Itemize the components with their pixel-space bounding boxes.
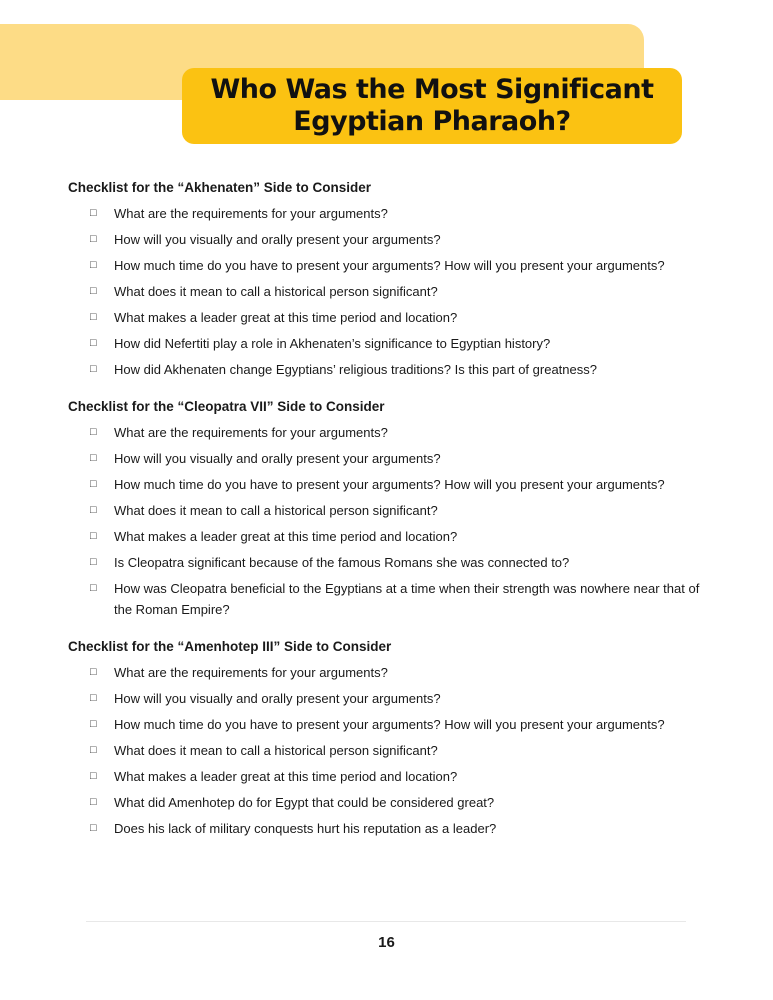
checkbox-icon[interactable]: □: [90, 822, 97, 834]
checkbox-icon[interactable]: □: [90, 692, 97, 704]
checklist-item: [90, 818, 708, 839]
checklist-item: [90, 333, 708, 354]
checklist-item: [90, 500, 708, 521]
checklist-item-text: What are the requirements for your arguments?: [114, 665, 388, 680]
checklist-item: [90, 688, 708, 709]
checkbox-icon[interactable]: □: [90, 207, 97, 219]
checklist-item-text: What makes a leader great at this time period and location?: [114, 529, 458, 544]
checklist-item: [90, 714, 708, 735]
checklist-item: [90, 526, 708, 547]
checklist-item-text: How did Akhenaten change Egyptians’ religious traditions? Is this part of greatness?: [114, 362, 597, 377]
checklist-item-text: What are the requirements for your arguments?: [114, 206, 388, 221]
footer-divider: [86, 921, 686, 922]
checklist-item: [90, 792, 708, 813]
checklist-content: [68, 178, 708, 856]
checkbox-icon[interactable]: □: [90, 363, 97, 375]
checkbox-icon[interactable]: □: [90, 426, 97, 438]
checklist-item-text: What makes a leader great at this time period and location?: [114, 769, 458, 784]
checklist-item: [90, 578, 708, 620]
checklist-item-text: How much time do you have to present your arguments? How will you present your arguments?: [114, 717, 665, 732]
checklist-item: [90, 448, 708, 469]
checklist-item-text: How will you visually and orally present your arguments?: [114, 232, 441, 247]
checkbox-icon[interactable]: □: [90, 770, 97, 782]
checklist-item-text: How much time do you have to present your arguments? How will you present your arguments?: [114, 477, 665, 492]
checkbox-icon[interactable]: □: [90, 285, 97, 297]
section-heading: Checklist for the “Cleopatra VII” Side to Consider: [68, 399, 385, 414]
checklist-item-text: How much time do you have to present your arguments? How will you present your arguments?: [114, 258, 665, 273]
page-title-line-1: Who Was the Most Significant: [210, 74, 654, 105]
checklist-item-text: Is Cleopatra significant because of the famous Romans she was connected to?: [114, 555, 570, 570]
checklist-item-text: What does it mean to call a historical person significant?: [114, 503, 438, 518]
page-number: 16: [378, 934, 395, 951]
checkbox-icon[interactable]: □: [90, 582, 97, 594]
checkbox-icon[interactable]: □: [90, 259, 97, 271]
checkbox-icon[interactable]: □: [90, 556, 97, 568]
checklist-item: [90, 474, 708, 495]
checkbox-icon[interactable]: □: [90, 337, 97, 349]
checklist: [68, 662, 708, 839]
checklist-item: [90, 740, 708, 761]
checklist-item-text: What does it mean to call a historical person significant?: [114, 284, 438, 299]
checklist-item-text: What makes a leader great at this time period and location?: [114, 310, 458, 325]
checklist-item-text: What does it mean to call a historical person significant?: [114, 743, 438, 758]
checklist-item: [90, 255, 708, 276]
checkbox-icon[interactable]: □: [90, 530, 97, 542]
checklist-item: [90, 359, 708, 380]
section-amenhotep: [68, 637, 708, 839]
checklist-item-text: What did Amenhotep do for Egypt that could be considered great?: [114, 795, 495, 810]
checklist: [68, 422, 708, 620]
page-title-line-2: Egyptian Pharaoh?: [293, 106, 571, 137]
title-banner: [182, 68, 682, 144]
checklist-item-text: How was Cleopatra beneficial to the Egyptians at a time when their strength was nowhere near that of the Roman Empire?: [114, 581, 700, 617]
checkbox-icon[interactable]: □: [90, 311, 97, 323]
section-heading: Checklist for the “Akhenaten” Side to Consider: [68, 180, 372, 195]
checkbox-icon[interactable]: □: [90, 796, 97, 808]
checklist-item: [90, 422, 708, 443]
checklist-item: [90, 307, 708, 328]
checklist-item: [90, 281, 708, 302]
checkbox-icon[interactable]: □: [90, 452, 97, 464]
section-cleopatra: [68, 397, 708, 620]
checklist-item-text: How will you visually and orally present your arguments?: [114, 691, 441, 706]
section-akhenaten: [68, 178, 708, 380]
checklist: [68, 203, 708, 380]
checkbox-icon[interactable]: □: [90, 718, 97, 730]
checkbox-icon[interactable]: □: [90, 504, 97, 516]
section-heading: Checklist for the “Amenhotep III” Side to Consider: [68, 639, 392, 654]
checkbox-icon[interactable]: □: [90, 478, 97, 490]
checklist-item: [90, 662, 708, 683]
checklist-item-text: What are the requirements for your arguments?: [114, 425, 388, 440]
checkbox-icon[interactable]: □: [90, 744, 97, 756]
checkbox-icon[interactable]: □: [90, 666, 97, 678]
checklist-item: [90, 229, 708, 250]
checklist-item: [90, 766, 708, 787]
checklist-item-text: How did Nefertiti play a role in Akhenaten’s significance to Egyptian history?: [114, 336, 551, 351]
checkbox-icon[interactable]: □: [90, 233, 97, 245]
checklist-item: [90, 552, 708, 573]
checklist-item: [90, 203, 708, 224]
checklist-item-text: How will you visually and orally present your arguments?: [114, 451, 441, 466]
checklist-item-text: Does his lack of military conquests hurt his reputation as a leader?: [114, 821, 497, 836]
